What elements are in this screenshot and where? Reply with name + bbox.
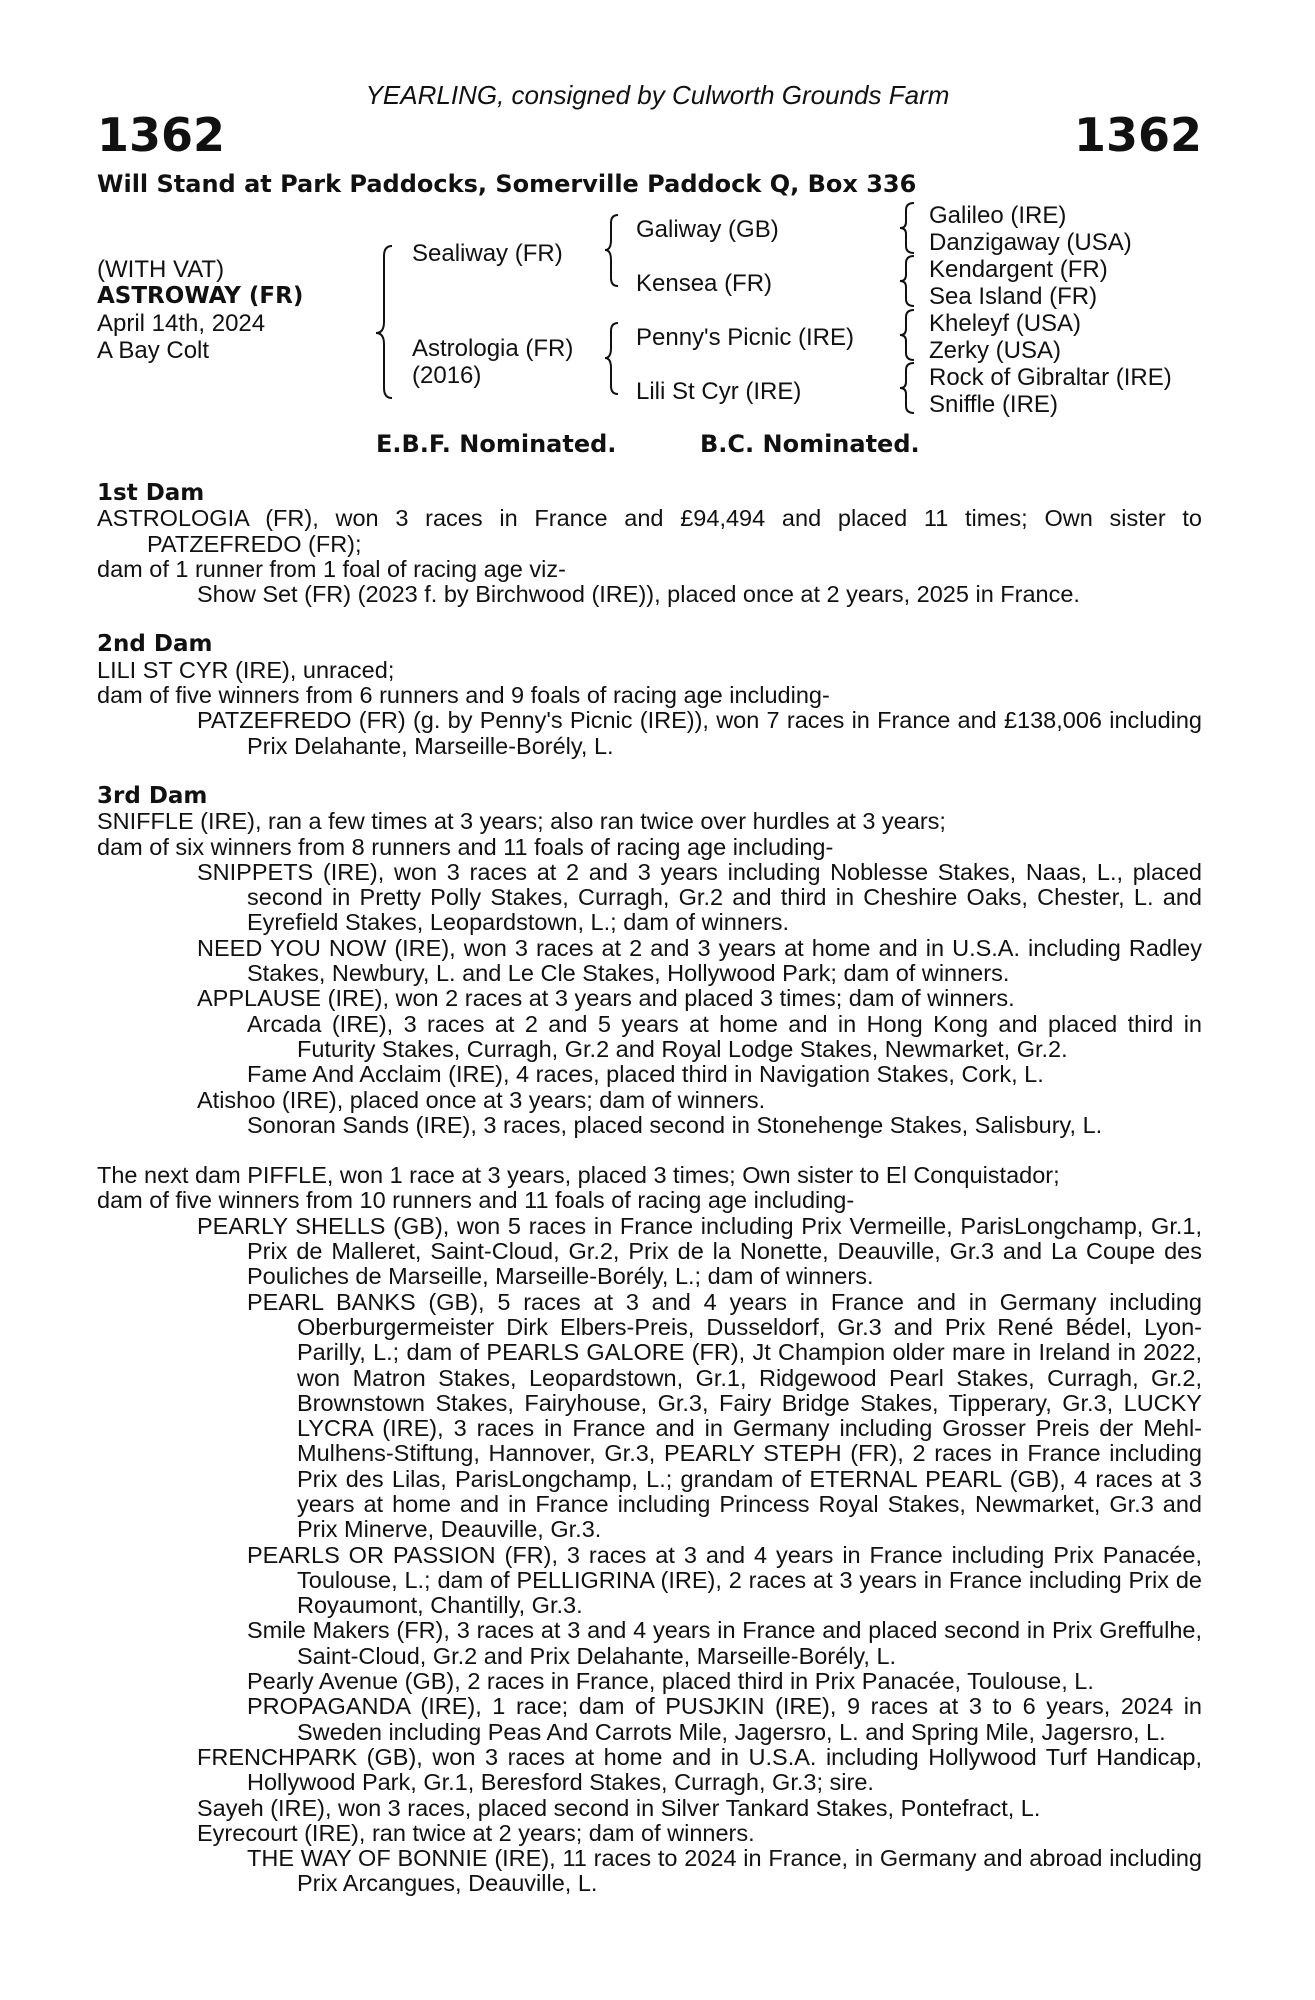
third-dam-entry-4: Arcada (IRE), 3 races at 2 and 5 years at home and in Hong Kong and placed third in Futurity Stakes, Curragh, Gr.2 and Royal Lodge Stakes, Newmarket, Gr.2.	[247, 1010, 1202, 1062]
third-dam-entry-7: Sonoran Sands (IRE), 3 races, placed second in Stonehenge Stakes, Salisbury, L.	[247, 1111, 1103, 1138]
second-dam-line2: dam of five winners from 6 runners and 9 foals of racing age including-	[97, 682, 830, 709]
first-dam-line1: ASTROLOGIA (FR), won 3 races in France and £94,494 and placed 11 times; Own sister to PATZEFREDO (FR);	[97, 505, 1202, 557]
horse-name: ASTROWAY (FR)	[97, 283, 304, 309]
brace-sire	[605, 215, 618, 286]
third-dam-entry-6: Atishoo (IRE), placed once at 3 years; dam of winners.	[197, 1086, 766, 1113]
third-dam-line2: dam of six winners from 8 runners and 11 foals of racing age including-	[97, 833, 834, 860]
third-dam-entry-2: NEED YOU NOW (IRE), won 3 races at 2 and 3 years at home and in U.S.A. including Radley Stakes, Newbury, L. and Le Cle Stakes, Hollywood Park; dam of winners.	[197, 934, 1202, 987]
pedigree-g7: Rock of Gibraltar (IRE)	[929, 364, 1172, 391]
next-dam-entry-5: Pearly Avenue (GB), 2 races in France, placed third in Prix Panacée, Toulouse, L.	[247, 1668, 1094, 1695]
pedigree-dam-sire: Penny's Picnic (IRE)	[636, 324, 854, 351]
pedigree-sire-dam: Kensea (FR)	[636, 270, 773, 297]
brace-dam	[605, 323, 618, 394]
next-dam-entry-7: FRENCHPARK (GB), won 3 races at home and in U.S.A. including Hollywood Turf Handicap, Hollywood Park, Gr.1, Beresford Stakes, Curragh, Gr.3; sire.	[197, 1743, 1202, 1796]
pedigree-dam-name: Astrologia (FR)	[412, 335, 574, 362]
first-dam-heading: 1st Dam	[97, 480, 205, 506]
pedigree-sire-sire: Galiway (GB)	[636, 216, 779, 243]
third-dam-entry-1: SNIPPETS (IRE), won 3 races at 2 and 3 years including Noblesse Stakes, Naas, L., placed second in Pretty Polly Stakes, Curragh, Gr.2 and third in Cheshire Oaks, Chester, L. and Eyrefield Stakes, Leopardstown, L.; dam of winners.	[197, 858, 1202, 936]
next-dam-line1: The next dam PIFFLE, won 1 race at 3 years, placed 3 times; Own sister to El Conquistador;	[97, 1162, 1060, 1189]
bc-nomination: B.C. Nominated.	[700, 430, 920, 458]
next-dam-entry-2: PEARL BANKS (GB), 5 races at 3 and 4 years in France and in Germany including Oberburgermeister Dirk Elbers-Preis, Dusseldorf, Gr.3 and Prix René Bédel, Lyon-Parilly, L.; dam of PEARLS GALORE (FR), Jt Champion older mare in Ireland in 2022, won Matron Stakes, Leopardstown, Gr.1, Ridgewood Pearl Stakes, Curragh, Gr.2, Brownstown Stakes, Fairyhouse, Gr.3, Fairy Bridge Stakes, Tipperary, Gr.3, LUCKY LYCRA (IRE), 3 races in France and in Germany including Grosser Preis der Mehl-Mulhens-Stiftung, Hannover, Gr.3, PEARLY STEPH (FR), 2 races in France including Prix des Lilas, ParisLongchamp, L.; grandam of ETERNAL PEARL (GB), 4 races at 3 years at home and in France including Princess Royal Stakes, Newmarket, Gr.3 and Prix Minerve, Deauville, Gr.3.	[247, 1288, 1202, 1543]
lot-number-right: 1362	[1073, 108, 1202, 162]
stand-location: Will Stand at Park Paddocks, Somerville Paddock Q, Box 336	[97, 170, 917, 198]
brace-g2	[900, 256, 914, 306]
first-dam-line2: dam of 1 runner from 1 foal of racing age viz-	[97, 555, 566, 582]
third-dam-line1: SNIFFLE (IRE), ran a few times at 3 years; also ran twice over hurdles at 3 years;	[97, 808, 946, 835]
brace-main	[376, 246, 392, 398]
pedigree-g2: Danzigaway (USA)	[929, 229, 1132, 256]
brace-g3	[900, 310, 914, 360]
family-notes	[97, 481, 1202, 1897]
next-dam-entry-4: Smile Makers (FR), 3 races at 3 and 4 years in France and placed second in Prix Greffulhe, Saint-Cloud, Gr.2 and Prix Delahante, Marseille-Borély, L.	[247, 1617, 1202, 1669]
vat-note: (WITH VAT)	[97, 256, 225, 283]
pedigree-g5: Kheleyf (USA)	[929, 310, 1082, 337]
next-dam-line2: dam of five winners from 10 runners and 11 foals of racing age including-	[97, 1187, 855, 1214]
third-dam-entry-5: Fame And Acclaim (IRE), 4 races, placed third in Navigation Stakes, Cork, L.	[247, 1061, 1044, 1088]
next-dam-entry-9: Eyrecourt (IRE), ran twice at 2 years; dam of winners.	[197, 1819, 755, 1846]
second-dam-line3: PATZEFREDO (FR) (g. by Penny's Picnic (IRE)), won 7 races in France and £138,006 including Prix Delahante, Marseille-Borély, L.	[197, 707, 1202, 759]
next-dam-entry-3: PEARLS OR PASSION (FR), 3 races at 3 and 4 years in France including Prix Panacée, Toulouse, L.; dam of PELLIGRINA (IRE), 2 races at 3 years in France including Prix de Royaumont, Chantilly, Gr.3.	[247, 1541, 1202, 1619]
first-dam-line3: Show Set (FR) (2023 f. by Birchwood (IRE)), placed once at 2 years, 2025 in France.	[197, 581, 1080, 608]
pedigree-g1: Galileo (IRE)	[929, 202, 1067, 229]
pedigree-g6: Zerky (USA)	[929, 337, 1061, 364]
pedigree-g8: Sniffle (IRE)	[929, 391, 1058, 418]
consignment-line: YEARLING, consigned by Culworth Grounds Farm	[365, 80, 950, 110]
next-dam-entry-8: Sayeh (IRE), won 3 races, placed second in Silver Tankard Stakes, Pontefract, L.	[197, 1794, 1041, 1821]
pedigree-dam	[412, 335, 573, 389]
next-dam-entry-6: PROPAGANDA (IRE), 1 race; dam of PUSJKIN (IRE), 9 races at 3 to 6 years, 2024 in Sweden including Peas And Carrots Mile, Jagersro, L. and Spring Mile, Jagersro, L.	[247, 1693, 1202, 1745]
foaling-date: April 14th, 2024	[97, 310, 266, 337]
pedigree-dam-dam: Lili St Cyr (IRE)	[636, 378, 802, 405]
pedigree-sire: Sealiway (FR)	[412, 240, 563, 267]
ebf-nomination: E.B.F. Nominated.	[376, 430, 617, 458]
brace-g1	[900, 203, 914, 253]
pedigree-dam-year: (2016)	[412, 362, 482, 389]
next-dam-entry-10: THE WAY OF BONNIE (IRE), 11 races to 2024 in France, in Germany and abroad including Prix Arcangues, Deauville, L.	[247, 1845, 1202, 1897]
pedigree-g3: Kendargent (FR)	[929, 256, 1108, 283]
second-dam-heading: 2nd Dam	[97, 631, 213, 658]
third-dam-entry-3: APPLAUSE (IRE), won 2 races at 3 years and placed 3 times; dam of winners.	[197, 985, 1015, 1012]
pedigree-g4: Sea Island (FR)	[929, 283, 1098, 310]
horse-description: A Bay Colt	[97, 337, 210, 364]
third-dam-heading: 3rd Dam	[97, 782, 208, 809]
brace-g4	[900, 363, 914, 413]
second-dam-line1: LILI ST CYR (IRE), unraced;	[97, 656, 395, 683]
next-dam-entry-1: PEARLY SHELLS (GB), won 5 races in France including Prix Vermeille, ParisLongchamp, Gr.1, Prix de Malleret, Saint-Cloud, Gr.2, Prix de la Nonette, Deauville, Gr.3 and La Coupe des Pouliches de Marseille, Marseille-Borély, L.; dam of winners.	[197, 1212, 1202, 1290]
lot-number-left: 1362	[97, 108, 226, 162]
